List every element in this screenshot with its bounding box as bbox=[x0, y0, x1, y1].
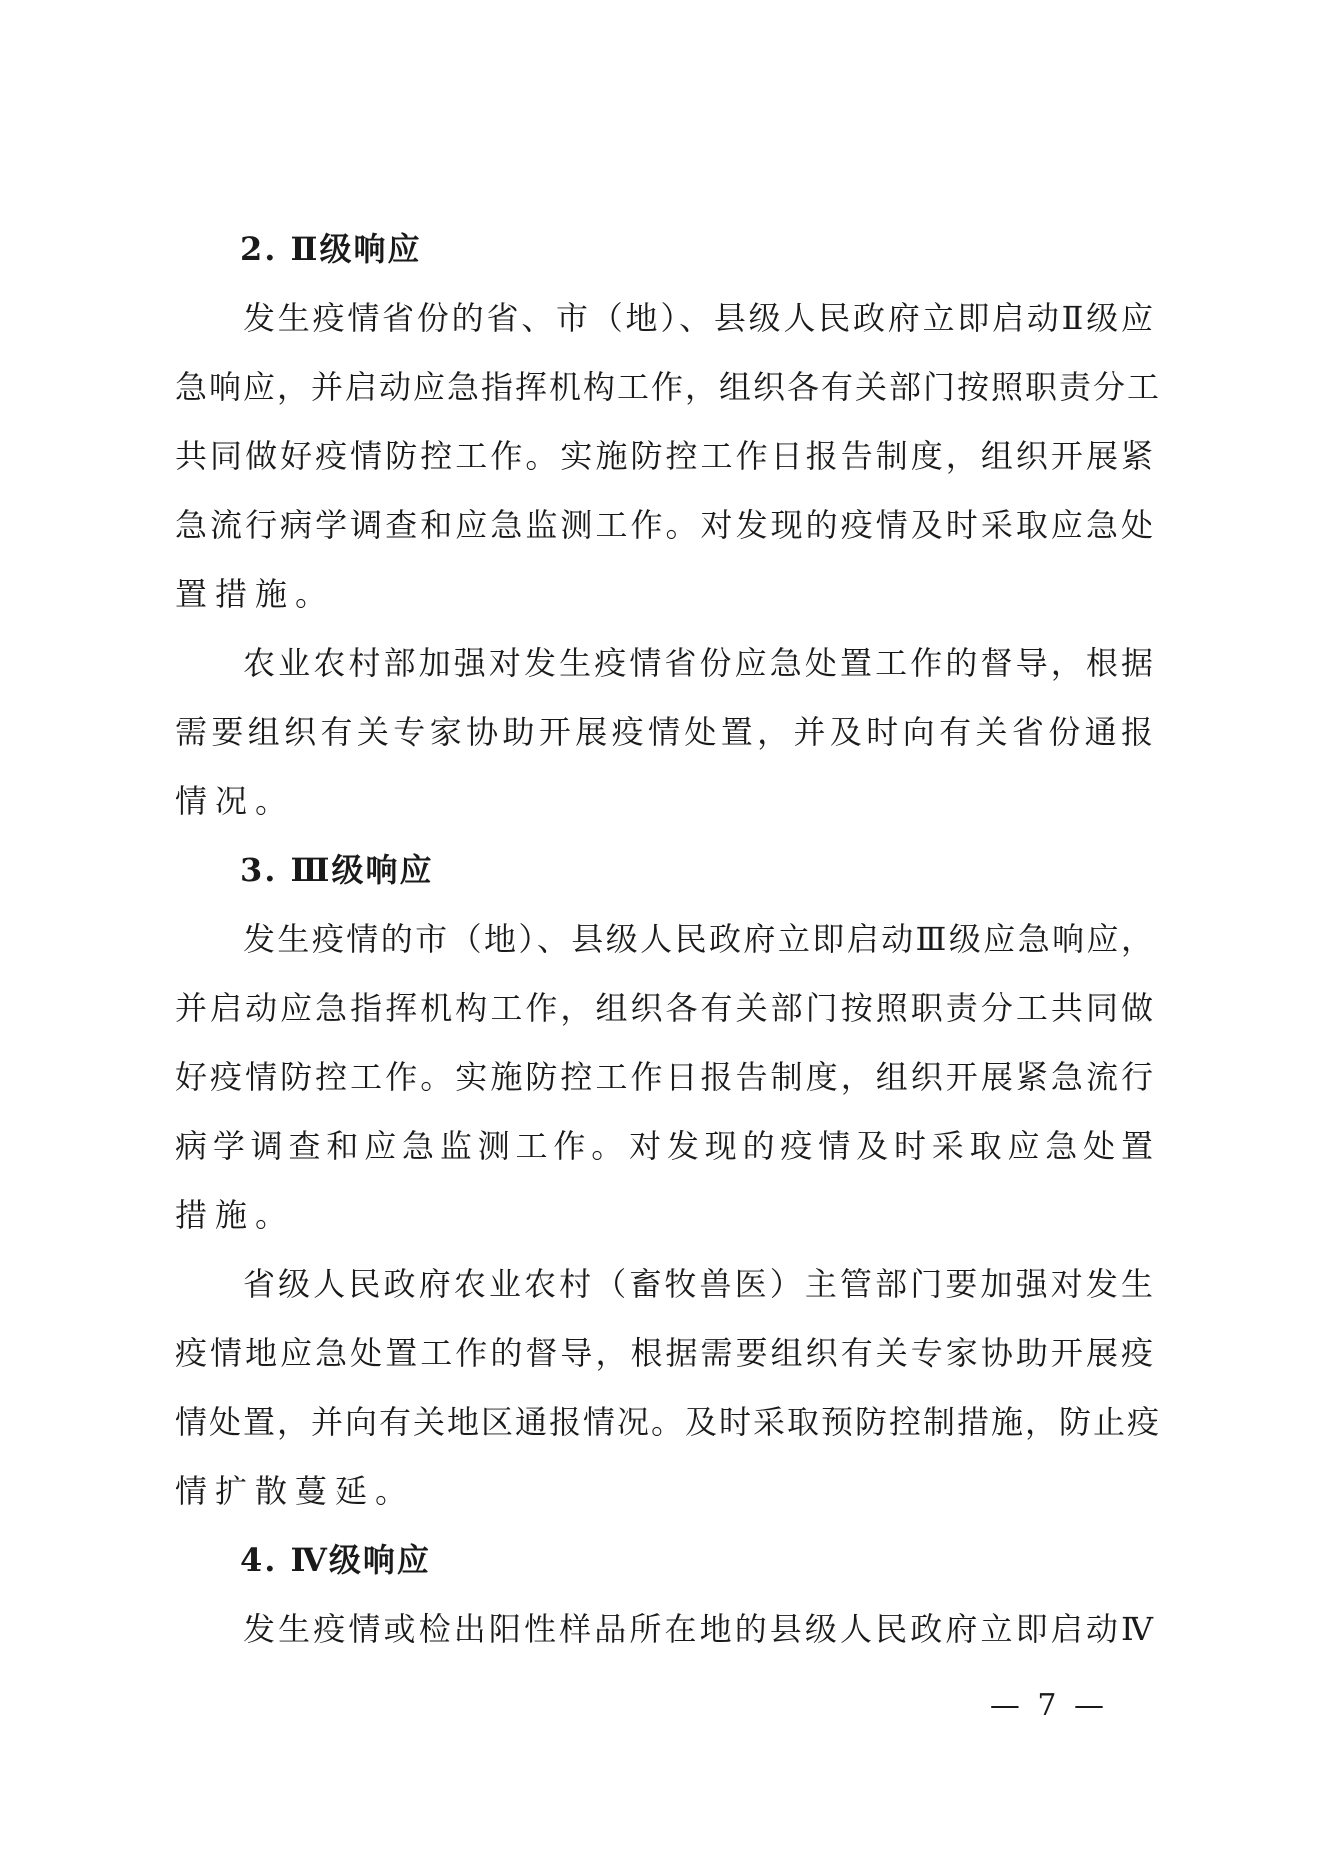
text-line: 发生疫情或检出阳性样品所在地的县级人民政府立即启动Ⅳ bbox=[243, 1610, 1155, 1648]
text-line: 好疫情防控工作。实施防控工作日报告制度，组织开展紧急流行 bbox=[175, 1058, 1155, 1096]
section-heading-level-3: 3. Ⅲ级响应 bbox=[240, 851, 434, 889]
paragraph bbox=[175, 629, 1155, 836]
text-line: 发生疫情的市（地）、县级人民政府立即启动Ⅲ级应急响应， bbox=[243, 920, 1155, 958]
paragraph bbox=[175, 1595, 1155, 1664]
section-heading-level-2: 2. Ⅱ级响应 bbox=[240, 230, 422, 268]
text-line: 发生疫情省份的省、市（地）、县级人民政府立即启动Ⅱ级应 bbox=[243, 299, 1155, 337]
text-line: 急流行病学调查和应急监测工作。对发现的疫情及时采取应急处 bbox=[175, 506, 1155, 544]
paragraph bbox=[175, 1250, 1162, 1526]
text-line: 置措施。 bbox=[175, 575, 336, 613]
text-line: 需要组织有关专家协助开展疫情处置，并及时向有关省份通报 bbox=[175, 713, 1155, 751]
text-line: 农业农村部加强对发生疫情省份应急处置工作的督导，根据 bbox=[243, 644, 1155, 682]
paragraph bbox=[175, 284, 1162, 629]
text-line: 措施。 bbox=[175, 1196, 296, 1234]
text-line: 省级人民政府农业农村（畜牧兽医）主管部门要加强对发生 bbox=[243, 1265, 1155, 1303]
section-heading-level-4: 4. Ⅳ级响应 bbox=[240, 1541, 431, 1579]
document-body bbox=[175, 215, 1162, 1664]
text-line: 情况。 bbox=[175, 782, 296, 820]
text-line: 情扩散蔓延。 bbox=[175, 1472, 416, 1510]
text-line: 共同做好疫情防控工作。实施防控工作日报告制度，组织开展紧 bbox=[175, 437, 1155, 475]
text-line: 并启动应急指挥机构工作，组织各有关部门按照职责分工共同做 bbox=[175, 989, 1155, 1027]
paragraph bbox=[175, 905, 1155, 1250]
page-number: — 7 — bbox=[989, 1688, 1108, 1723]
text-line: 情处置，并向有关地区通报情况。及时采取预防控制措施，防止疫 bbox=[175, 1403, 1162, 1441]
text-line: 疫情地应急处置工作的督导，根据需要组织有关专家协助开展疫 bbox=[175, 1334, 1155, 1372]
text-line: 急响应，并启动应急指挥机构工作，组织各有关部门按照职责分工 bbox=[175, 368, 1162, 406]
text-line: 病学调查和应急监测工作。对发现的疫情及时采取应急处置 bbox=[175, 1127, 1155, 1165]
